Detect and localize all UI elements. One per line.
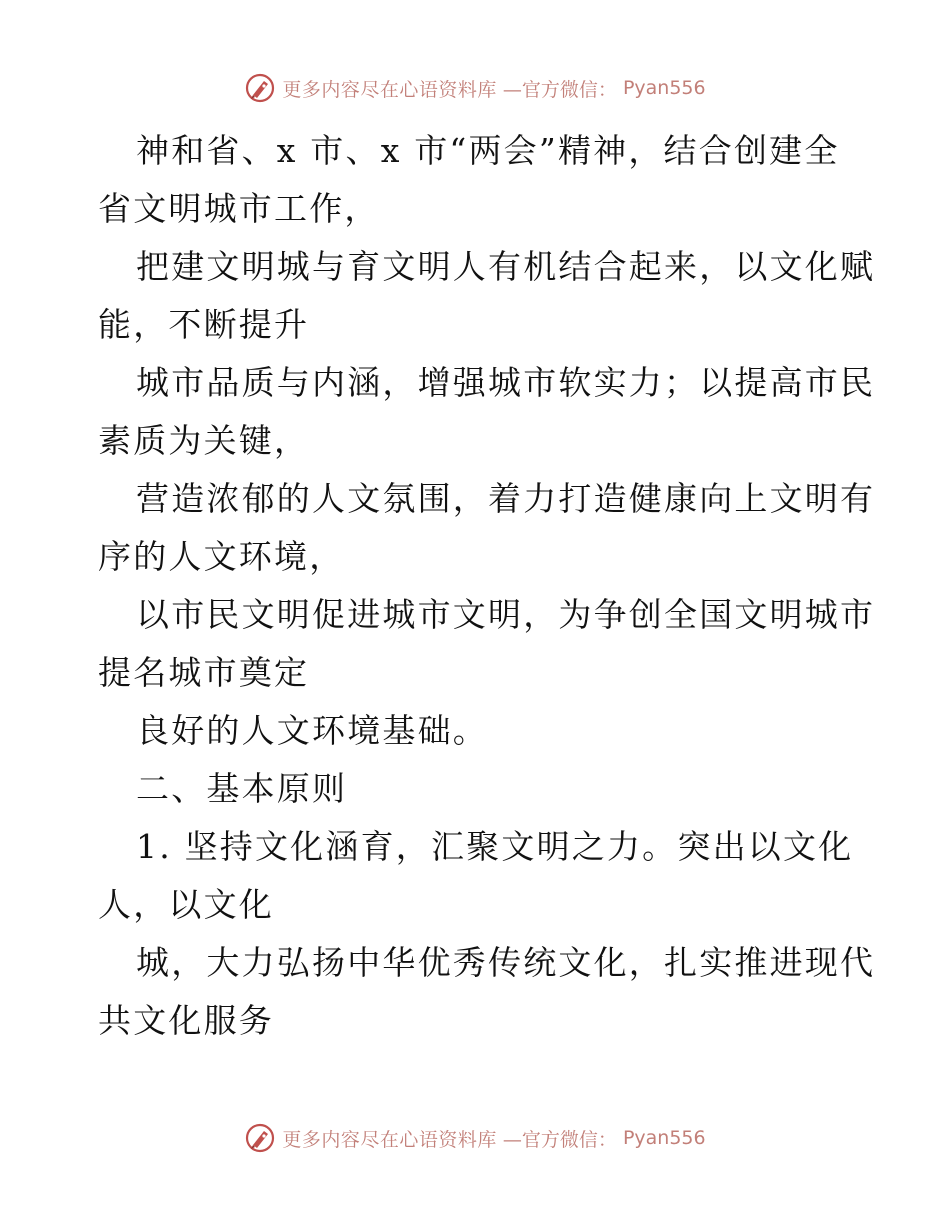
watermark-text: 更多内容尽在心语资料库 bbox=[282, 1128, 497, 1151]
body-line: 提名城市奠定 bbox=[98, 653, 310, 692]
body-line: 共文化服务 bbox=[98, 1001, 274, 1040]
document-body bbox=[98, 122, 876, 1050]
watermark-text: 更多内容尽在心语资料库 bbox=[282, 78, 497, 101]
body-line: 城，大力弘扬中华优秀传统文化，扎实推进现代 bbox=[136, 943, 876, 982]
fountain-pen-logo-icon bbox=[244, 1122, 276, 1154]
body-line: 良好的人文环境基础。 bbox=[136, 711, 488, 750]
body-line: 城市品质与内涵，增强城市软实力；以提高市民 bbox=[136, 363, 876, 402]
body-line: 营造浓郁的人文氛围，着力打造健康向上文明有 bbox=[136, 479, 876, 518]
body-line: 把建文明城与育文明人有机结合起来，以文化赋 bbox=[136, 247, 876, 286]
body-line: 素质为关键， bbox=[98, 421, 310, 460]
body-line: 人，以文化 bbox=[98, 885, 274, 924]
watermark-separator: —官方微信： bbox=[502, 1128, 617, 1151]
footer-watermark bbox=[0, 1122, 950, 1154]
body-line: 以市民文明促进城市文明，为争创全国文明城市 bbox=[136, 595, 876, 634]
watermark-id: Pyan556 bbox=[622, 77, 706, 99]
body-line: 能，不断提升 bbox=[98, 305, 310, 344]
body-line: 神和省、x 市、x 市“两会”精神，结合创建全 bbox=[136, 131, 840, 170]
body-line: 省文明城市工作， bbox=[98, 189, 380, 228]
section-heading: 二、基本原则 bbox=[136, 769, 348, 808]
body-line: 序的人文环境， bbox=[98, 537, 345, 576]
body-line: 1. 坚持文化涵育，汇聚文明之力。突出以文化 bbox=[136, 827, 854, 866]
header-watermark bbox=[0, 72, 950, 104]
fountain-pen-logo-icon bbox=[244, 72, 276, 104]
watermark-id: Pyan556 bbox=[622, 1127, 706, 1149]
watermark-separator: —官方微信： bbox=[502, 78, 617, 101]
